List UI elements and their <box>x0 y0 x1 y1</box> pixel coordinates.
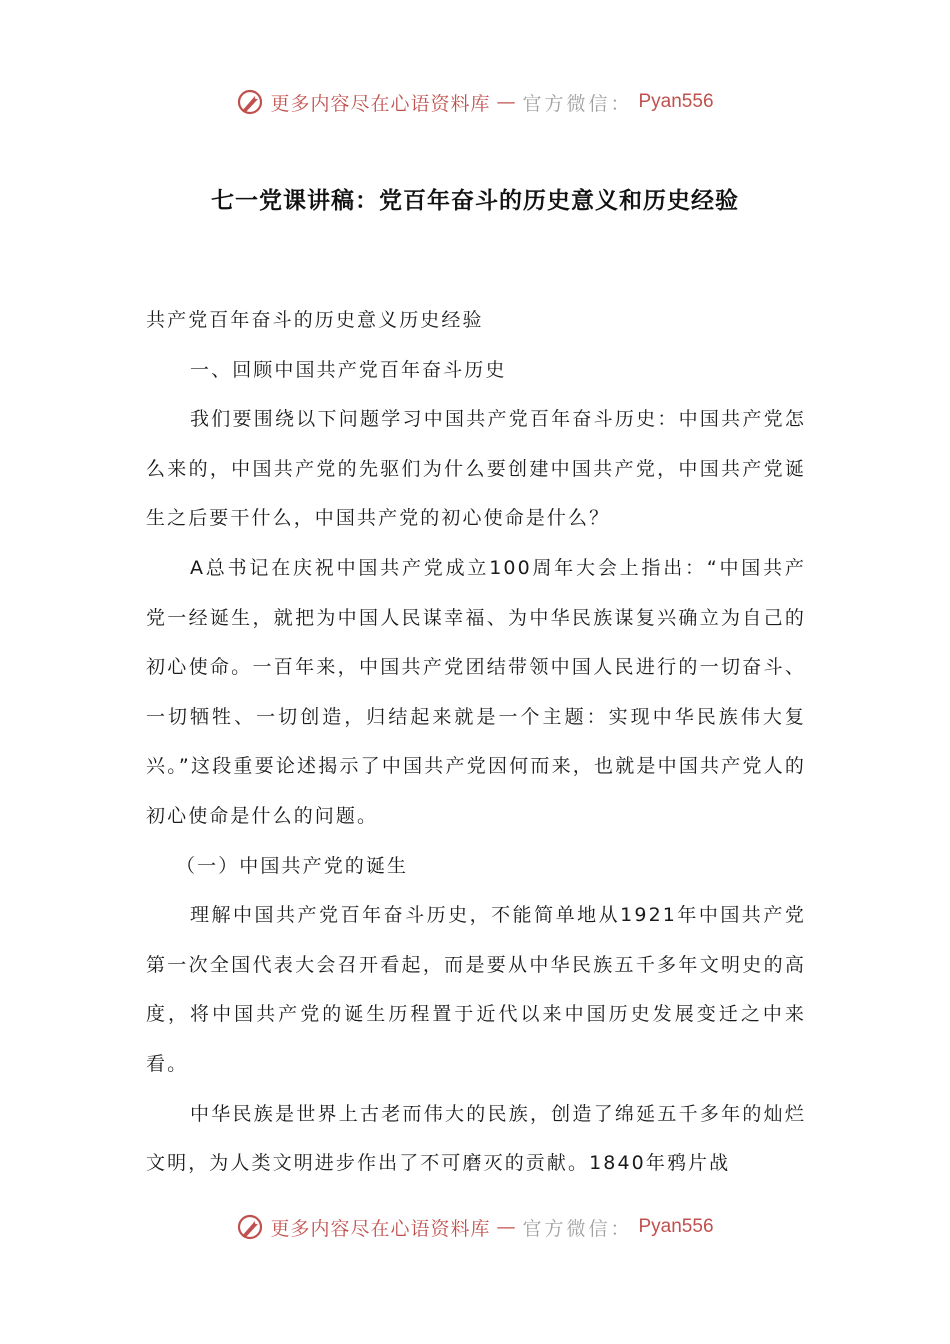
watermark-separator: — <box>496 91 517 113</box>
pen-nib-icon <box>236 1213 264 1241</box>
watermark-footer <box>0 1213 950 1241</box>
subsection-heading: （一）中国共产党的诞生 <box>176 854 409 877</box>
watermark-separator: — <box>496 1216 517 1238</box>
paragraph-subtitle: 共产党百年奋斗的历史意义历史经验 <box>146 309 484 331</box>
watermark-label: 官方微信： <box>522 92 633 115</box>
watermark-wechat-id: Pyan556 <box>638 91 714 112</box>
watermark-label: 官方微信： <box>522 1217 633 1240</box>
pen-nib-icon <box>236 88 264 116</box>
paragraph: 中华民族是世界上古老而伟大的民族，创造了绵延五千多年的灿烂文明，为人类文明进步作出了不可磨灭的贡献。1840年鸦片战 <box>146 1102 806 1175</box>
document-title: 七一党课讲稿：党百年奋斗的历史意义和历史经验 <box>211 188 739 214</box>
watermark-wechat-id: Pyan556 <box>638 1216 714 1237</box>
paragraph: 我们要围绕以下问题学习中国共产党百年奋斗历史：中国共产党怎么来的，中国共产党的先驱们为什么要创建中国共产党，中国共产党诞生之后要干什么，中国共产党的初心使命是什么？ <box>146 408 806 530</box>
section-heading: 一、回顾中国共产党百年奋斗历史 <box>190 358 507 381</box>
watermark-main-text: 更多内容尽在心语资料库 <box>270 1217 491 1240</box>
watermark-header <box>0 88 950 116</box>
watermark-main-text: 更多内容尽在心语资料库 <box>270 92 491 115</box>
document-body <box>146 296 806 1189</box>
paragraph: A总书记在庆祝中国共产党成立100周年大会上指出：“中国共产党一经诞生，就把为中国人民谋幸福、为中华民族谋复兴确立为自己的初心使命。一百年来，中国共产党团结带领中国人民进行的一切奋斗、一切牺牲、一切创造，归结起来就是一个主题：实现中华民族伟大复兴。”这段重要论述揭示了中国共产党因何而来，也就是中国共产党人的初心使命是什么的问题。 <box>146 556 806 827</box>
paragraph: 理解中国共产党百年奋斗历史，不能简单地从1921年中国共产党第一次全国代表大会召开看起，而是要从中华民族五千多年文明史的高度，将中国共产党的诞生历程置于近代以来中国历史发展变迁之中来看。 <box>146 904 806 1075</box>
